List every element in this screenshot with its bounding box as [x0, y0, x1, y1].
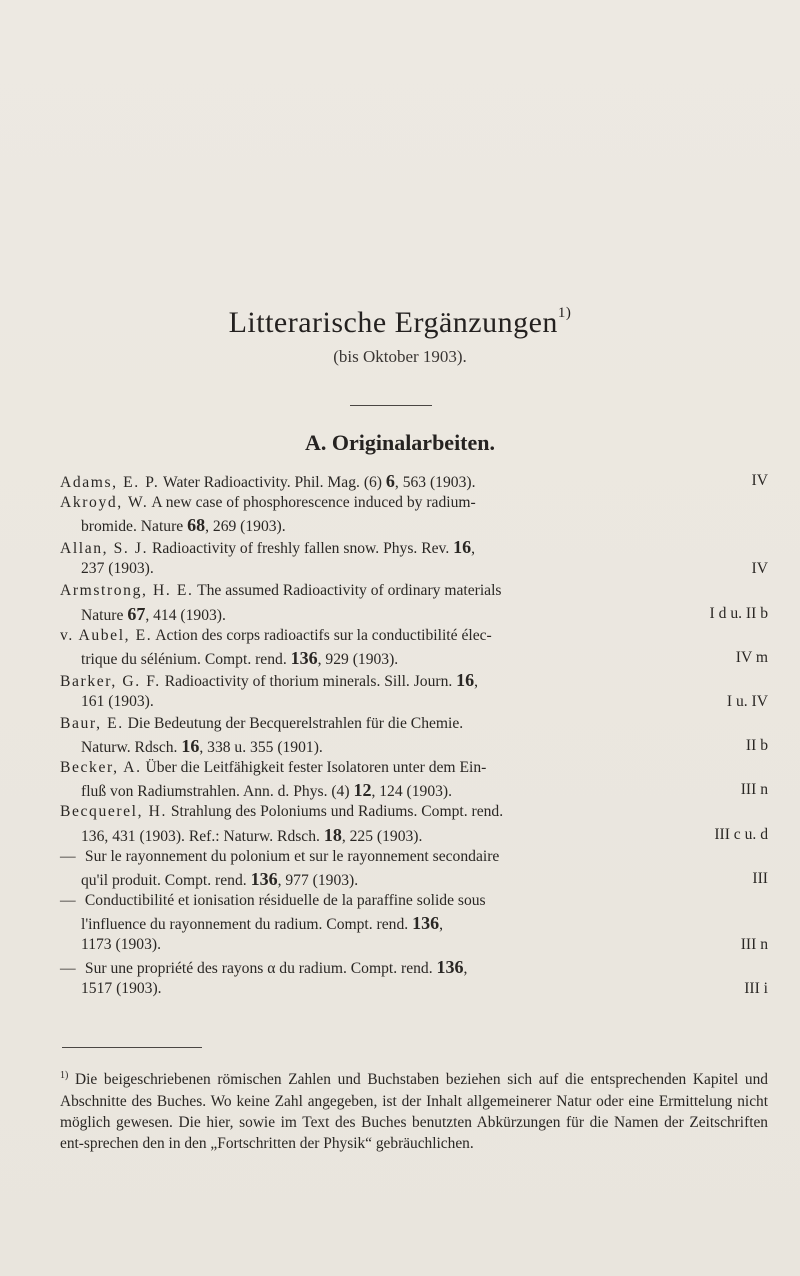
- title-divider: [350, 405, 432, 406]
- entry-line: [60, 691, 768, 713]
- bibliography-entry: [60, 890, 768, 956]
- bibliography-list: [60, 470, 768, 1000]
- chapter-reference: III n: [740, 935, 768, 953]
- bibliography-entry: [60, 846, 768, 890]
- footnote: [60, 1065, 768, 1155]
- entry-text: Water Radioactivity. Phil. Mag. (6) 6, 563 (1903).: [162, 471, 476, 491]
- entry-text: fluß von Radiumstrahlen. Ann. d. Phys. (4) 12, 124 (1903).: [81, 780, 453, 801]
- chapter-reference: IV: [751, 560, 768, 578]
- entry-author: —: [60, 960, 76, 978]
- entry-text: trique du sélénium. Compt. rend. 136, 929 (1903).: [81, 647, 399, 668]
- entry-text: qu'il produit. Compt. rend. 136, 977 (1903).: [81, 868, 359, 889]
- footnote-text: Die beigeschriebenen römischen Zahlen und Buchstaben beziehen sich auf die entsprechenden Kapitel und Abschnitte des Buches. Wo keine Zahl angegeben, ist der Inhalt allgemeinerer Natur oder eine Ermittelung nicht möglich gewesen. Die hier, sowie im Text des Buches benutzten Abkürzungen für die Namen der Zeitschriften ent-sprechen den in den „Fortschritten der Physik“ gebräuchlichen.: [60, 1071, 768, 1153]
- entry-author: —: [60, 847, 76, 865]
- section-heading: A. Originalarbeiten.: [304, 430, 496, 455]
- volume-number: 18: [323, 824, 342, 845]
- entry-line: [60, 558, 768, 580]
- entry-line: [60, 801, 768, 823]
- entry-author: Adams, E. P.: [60, 474, 160, 491]
- volume-number: 16: [456, 669, 475, 690]
- title-footnote-marker: 1): [557, 305, 572, 321]
- entry-line: [60, 978, 768, 1000]
- entry-text: Die Bedeutung der Becquerelstrahlen für die Chemie.: [127, 715, 464, 733]
- entry-text: bromide. Nature 68, 269 (1903).: [81, 515, 286, 536]
- entry-line: [60, 580, 768, 602]
- entry-text: Radioactivity of freshly fallen snow. Phys. Rev. 16,: [151, 537, 476, 558]
- footnote-divider: [62, 1047, 202, 1048]
- entry-line: [60, 779, 768, 801]
- entry-text: The assumed Radioactivity of ordinary materials: [197, 582, 502, 600]
- entry-line: [60, 824, 768, 846]
- bibliography-entry: [60, 536, 768, 580]
- entry-line: [60, 536, 768, 558]
- bibliography-entry: [60, 713, 768, 757]
- chapter-reference: I u. IV: [726, 692, 768, 710]
- entry-line: [60, 757, 768, 779]
- entry-line: [60, 514, 768, 536]
- entry-text: Über die Leitfähigkeit fester Isolatoren unter dem Ein-: [145, 759, 487, 777]
- entry-line: [60, 956, 768, 978]
- page-title: [0, 306, 800, 340]
- entry-text: 161 (1903).: [81, 692, 154, 710]
- entry-line: [60, 912, 768, 934]
- entry-line: [60, 846, 768, 868]
- entry-text: Strahlung des Poloniums und Radiums. Compt. rend.: [170, 803, 504, 821]
- entry-author: Barker, G. F.: [60, 672, 161, 690]
- entry-author: Armstrong, H. E.: [60, 582, 194, 600]
- volume-number: 16: [181, 736, 200, 757]
- entry-text: 1517 (1903).: [81, 980, 162, 998]
- chapter-reference: II b: [745, 737, 768, 755]
- entry-line: [60, 470, 768, 492]
- entry-text: Naturw. Rdsch. 16, 338 u. 355 (1901).: [81, 736, 323, 757]
- bibliography-entry: [60, 625, 768, 669]
- volume-number: 136: [412, 912, 440, 933]
- entry-line: [60, 625, 768, 647]
- title-text: Litterarische Ergänzungen: [228, 306, 558, 339]
- chapter-reference: III i: [744, 980, 768, 998]
- volume-number: 12: [353, 780, 372, 801]
- chapter-reference: III c u. d: [714, 825, 768, 843]
- entry-author: v. Aubel, E.: [60, 626, 153, 644]
- entry-text: Radioactivity of thorium minerals. Sill. Journ. 16,: [164, 669, 479, 690]
- entry-text: Conductibilité et ionisation résiduelle de la paraffine solide sous: [84, 891, 486, 909]
- entry-text: 237 (1903).: [81, 560, 154, 578]
- bibliography-entry: [60, 669, 768, 713]
- chapter-reference: IV m: [735, 648, 768, 666]
- entry-text: Nature 67, 414 (1903).: [81, 603, 226, 624]
- volume-number: 136: [436, 957, 464, 978]
- bibliography-entry: [60, 492, 768, 536]
- volume-number: 136: [290, 647, 318, 668]
- entry-line: [60, 603, 768, 625]
- bibliography-entry: [60, 470, 768, 492]
- entry-author: Akroyd, W.: [60, 494, 149, 512]
- entry-author: Baur, E.: [60, 715, 124, 733]
- volume-number: 68: [187, 515, 206, 536]
- entry-line: [60, 934, 768, 956]
- entry-line: [60, 647, 768, 669]
- entry-line: [60, 713, 768, 735]
- entry-line: [60, 890, 768, 912]
- volume-number: 67: [127, 603, 146, 624]
- entry-text: 136, 431 (1903). Ref.: Naturw. Rdsch. 18, 225 (1903).: [81, 824, 423, 845]
- volume-number: 136: [250, 868, 278, 889]
- entry-author: Allan, S. J.: [60, 540, 149, 558]
- entry-author: Becker, A.: [60, 759, 142, 777]
- bibliography-entry: [60, 757, 768, 801]
- entry-line: [60, 735, 768, 757]
- entry-author: Becquerel, H.: [60, 803, 167, 821]
- chapter-reference: IV: [751, 472, 768, 489]
- chapter-reference: III n: [740, 781, 768, 799]
- chapter-reference: III: [752, 869, 768, 887]
- entry-line: [60, 492, 768, 514]
- entry-text: Action des corps radioactifs sur la conductibilité élec-: [155, 626, 492, 644]
- bibliography-entry: [60, 580, 768, 624]
- bibliography-entry: [60, 956, 768, 1000]
- bibliography-entry: [60, 801, 768, 845]
- footnote-marker: 1): [60, 1070, 69, 1081]
- volume-number: 6: [385, 471, 395, 491]
- entry-text: Sur une propriété des rayons α du radium. Compt. rend. 136,: [84, 957, 468, 978]
- entry-text: Sur le rayonnement du polonium et sur le rayonnement secondaire: [84, 847, 500, 865]
- entry-text: l'influence du rayonnement du radium. Compt. rend. 136,: [81, 912, 443, 933]
- entry-text: A new case of phosphorescence induced by radium-: [151, 494, 476, 512]
- entry-text: 1173 (1903).: [81, 935, 161, 953]
- entry-author: —: [60, 891, 76, 909]
- page-subtitle: (bis Oktober 1903).: [333, 347, 467, 366]
- chapter-reference: I d u. II b: [709, 604, 768, 622]
- entry-line: [60, 868, 768, 890]
- entry-line: [60, 669, 768, 691]
- volume-number: 16: [453, 537, 472, 558]
